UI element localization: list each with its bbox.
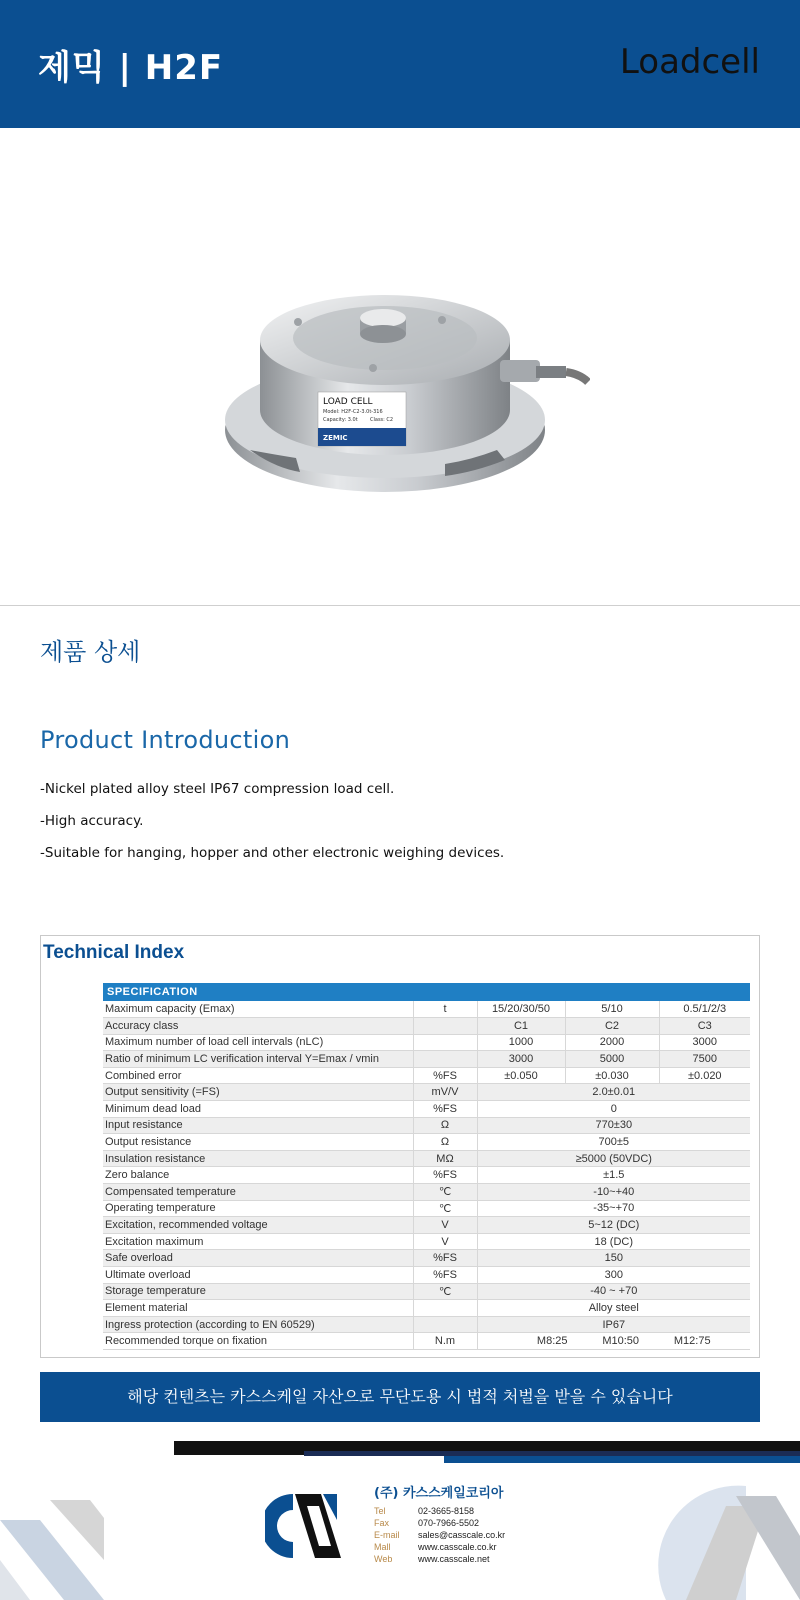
spec-value: 5~12 (DC) (477, 1217, 750, 1234)
label-load-cell: LOAD CELL (323, 397, 373, 407)
spec-unit: %FS (413, 1167, 477, 1184)
category-label: Loadcell (619, 42, 760, 82)
contact-label: Mall (374, 1542, 391, 1552)
spec-value: 2.0±0.01 (477, 1084, 750, 1101)
decorative-pattern-left (0, 1500, 104, 1600)
spec-value: 300 (477, 1267, 750, 1284)
spec-unit: N.m (413, 1333, 477, 1350)
contact-value: 070-7966-5502 (418, 1518, 480, 1528)
spec-unit (413, 1034, 477, 1051)
spec-unit: MΩ (413, 1150, 477, 1167)
spec-value-high: 15/20/30/50 (477, 1001, 565, 1018)
spec-row (103, 1184, 750, 1201)
torque-value: M8:25 (536, 1335, 568, 1348)
spec-unit: V (413, 1233, 477, 1250)
spec-row (103, 1300, 750, 1317)
spec-row (103, 1117, 750, 1134)
page-header (0, 0, 800, 128)
spec-value-mid: 5000 (565, 1051, 659, 1068)
spec-unit (413, 1300, 477, 1317)
spec-name: Ultimate overload (103, 1267, 413, 1284)
footer-stripe-blue (444, 1456, 800, 1463)
contact-row (374, 1553, 505, 1565)
contact-row (374, 1517, 505, 1529)
spec-value-mid: 5/10 (565, 1001, 659, 1018)
spec-value-mid: 2000 (565, 1034, 659, 1051)
spec-value: 770±30 (477, 1117, 750, 1134)
spec-row (103, 1167, 750, 1184)
spec-value: -40 ~ +70 (477, 1283, 750, 1300)
spec-row (103, 1134, 750, 1151)
intro-bullet: -High accuracy. (40, 813, 144, 829)
technical-index-panel (40, 935, 760, 1358)
spec-row (103, 1034, 750, 1051)
contact-row (374, 1505, 505, 1517)
spec-value-low: C3 (659, 1018, 750, 1035)
spec-row (103, 1067, 750, 1084)
spec-value: ±1.5 (477, 1167, 750, 1184)
contact-value: www.casscale.co.kr (418, 1542, 497, 1552)
section-divider (0, 605, 800, 606)
contact-value: www.casscale.net (418, 1554, 490, 1564)
spec-unit: ℃ (413, 1283, 477, 1300)
spec-name: Safe overload (103, 1250, 413, 1267)
spec-unit: %FS (413, 1067, 477, 1084)
spec-name: Zero balance (103, 1167, 413, 1184)
spec-row (103, 1150, 750, 1167)
page-title: 제믹 | H2F (38, 48, 224, 88)
spec-unit: Ω (413, 1134, 477, 1151)
contact-label: Fax (374, 1518, 390, 1528)
spec-value-low: 3000 (659, 1034, 750, 1051)
spec-value: ≥5000 (50VDC) (477, 1150, 750, 1167)
spec-value-high: 1000 (477, 1034, 565, 1051)
torque-value: M12:75 (673, 1335, 711, 1348)
intro-bullet: -Suitable for hanging, hopper and other electronic weighing devices. (40, 845, 505, 861)
spec-unit (413, 1051, 477, 1068)
brand-zemic: ZEMIC (323, 434, 348, 442)
section-title-detail: 제품 상세 (40, 638, 141, 666)
spec-row (103, 1283, 750, 1300)
intro-bullet-list (40, 780, 504, 876)
spec-unit: t (413, 1001, 477, 1018)
spec-value-mid: ±0.030 (565, 1067, 659, 1084)
decorative-pattern-right (626, 1476, 800, 1600)
spec-value: IP67 (477, 1316, 750, 1333)
contact-row (374, 1541, 505, 1553)
contact-label: E-mail (374, 1530, 400, 1540)
spec-name: Storage temperature (103, 1283, 413, 1300)
spec-name: Maximum capacity (Emax) (103, 1001, 413, 1018)
product-photo (210, 280, 590, 520)
specification-body (103, 1001, 750, 1349)
spec-value: 0 (477, 1101, 750, 1118)
spec-row (103, 1250, 750, 1267)
spec-name: Output sensitivity (=FS) (103, 1084, 413, 1101)
spec-unit: %FS (413, 1101, 477, 1118)
spec-name: Excitation, recommended voltage (103, 1217, 413, 1234)
company-name: (주) 카스스케일코리아 (374, 1486, 504, 1501)
spec-unit: ℃ (413, 1184, 477, 1201)
spec-row (103, 1051, 750, 1068)
contact-value: 02-3665-8158 (418, 1506, 475, 1516)
technical-index-title: Technical Index (43, 942, 185, 963)
label-class: Class: C2 (370, 417, 394, 423)
spec-unit: %FS (413, 1267, 477, 1284)
company-logo (265, 1490, 345, 1562)
spec-name: Excitation maximum (103, 1233, 413, 1250)
spec-value-high: ±0.050 (477, 1067, 565, 1084)
spec-name: Maximum number of load cell intervals (nLC) (103, 1034, 413, 1051)
spec-torque-values (477, 1333, 750, 1350)
spec-unit (413, 1316, 477, 1333)
spec-row (103, 1267, 750, 1284)
spec-name: Input resistance (103, 1117, 413, 1134)
torque-value: M10:50 (602, 1335, 640, 1348)
footer-stripes (174, 1441, 800, 1465)
spec-name: Recommended torque on fixation (103, 1333, 413, 1350)
spec-name: Element material (103, 1300, 413, 1317)
spec-unit: mV/V (413, 1084, 477, 1101)
spec-name: Output resistance (103, 1134, 413, 1151)
contact-label: Tel (374, 1506, 386, 1516)
spec-value: 700±5 (477, 1134, 750, 1151)
spec-unit: ℃ (413, 1200, 477, 1217)
spec-row-torque (103, 1333, 750, 1350)
contact-list (374, 1505, 505, 1565)
specification-header: SPECIFICATION (103, 983, 750, 1001)
contact-row (374, 1529, 505, 1541)
spec-unit (413, 1018, 477, 1035)
spec-name: Operating temperature (103, 1200, 413, 1217)
copyright-notice: 해당 컨텐츠는 카스스케일 자산으로 무단도용 시 법적 처벌을 받을 수 있습니다 (40, 1372, 760, 1422)
spec-value-low: ±0.020 (659, 1067, 750, 1084)
spec-value: 18 (DC) (477, 1233, 750, 1250)
spec-name: Combined error (103, 1067, 413, 1084)
spec-name: Ingress protection (according to EN 60529) (103, 1316, 413, 1333)
label-capacity: Capacity: 3.0t (323, 417, 358, 423)
spec-name: Insulation resistance (103, 1150, 413, 1167)
spec-value: -10~+40 (477, 1184, 750, 1201)
spec-value: Alloy steel (477, 1300, 750, 1317)
spec-name: Ratio of minimum LC verification interval Y=Emax / vmin (103, 1051, 413, 1068)
spec-unit: Ω (413, 1117, 477, 1134)
spec-row (103, 1233, 750, 1250)
intro-bullet: -Nickel plated alloy steel IP67 compression load cell. (40, 781, 395, 797)
spec-value-low: 0.5/1/2/3 (659, 1001, 750, 1018)
product-introduction-title: Product Introduction (40, 726, 291, 754)
spec-name: Accuracy class (103, 1018, 413, 1035)
specification-table (103, 983, 750, 1350)
spec-name: Minimum dead load (103, 1101, 413, 1118)
spec-value: -35~+70 (477, 1200, 750, 1217)
spec-row (103, 1200, 750, 1217)
spec-value-low: 7500 (659, 1051, 750, 1068)
spec-value-mid: C2 (565, 1018, 659, 1035)
spec-row (103, 1316, 750, 1333)
spec-row (103, 1018, 750, 1035)
spec-row (103, 1084, 750, 1101)
spec-unit: %FS (413, 1250, 477, 1267)
spec-value-high: C1 (477, 1018, 565, 1035)
contact-value: sales@casscale.co.kr (418, 1530, 506, 1540)
spec-row (103, 1101, 750, 1118)
spec-row (103, 1217, 750, 1234)
contact-label: Web (374, 1554, 393, 1564)
label-model: Model: H2F-C2-3.0t-316 (323, 409, 383, 415)
spec-value: 150 (477, 1250, 750, 1267)
spec-value-high: 3000 (477, 1051, 565, 1068)
spec-name: Compensated temperature (103, 1184, 413, 1201)
spec-unit: V (413, 1217, 477, 1234)
spec-row (103, 1001, 750, 1018)
